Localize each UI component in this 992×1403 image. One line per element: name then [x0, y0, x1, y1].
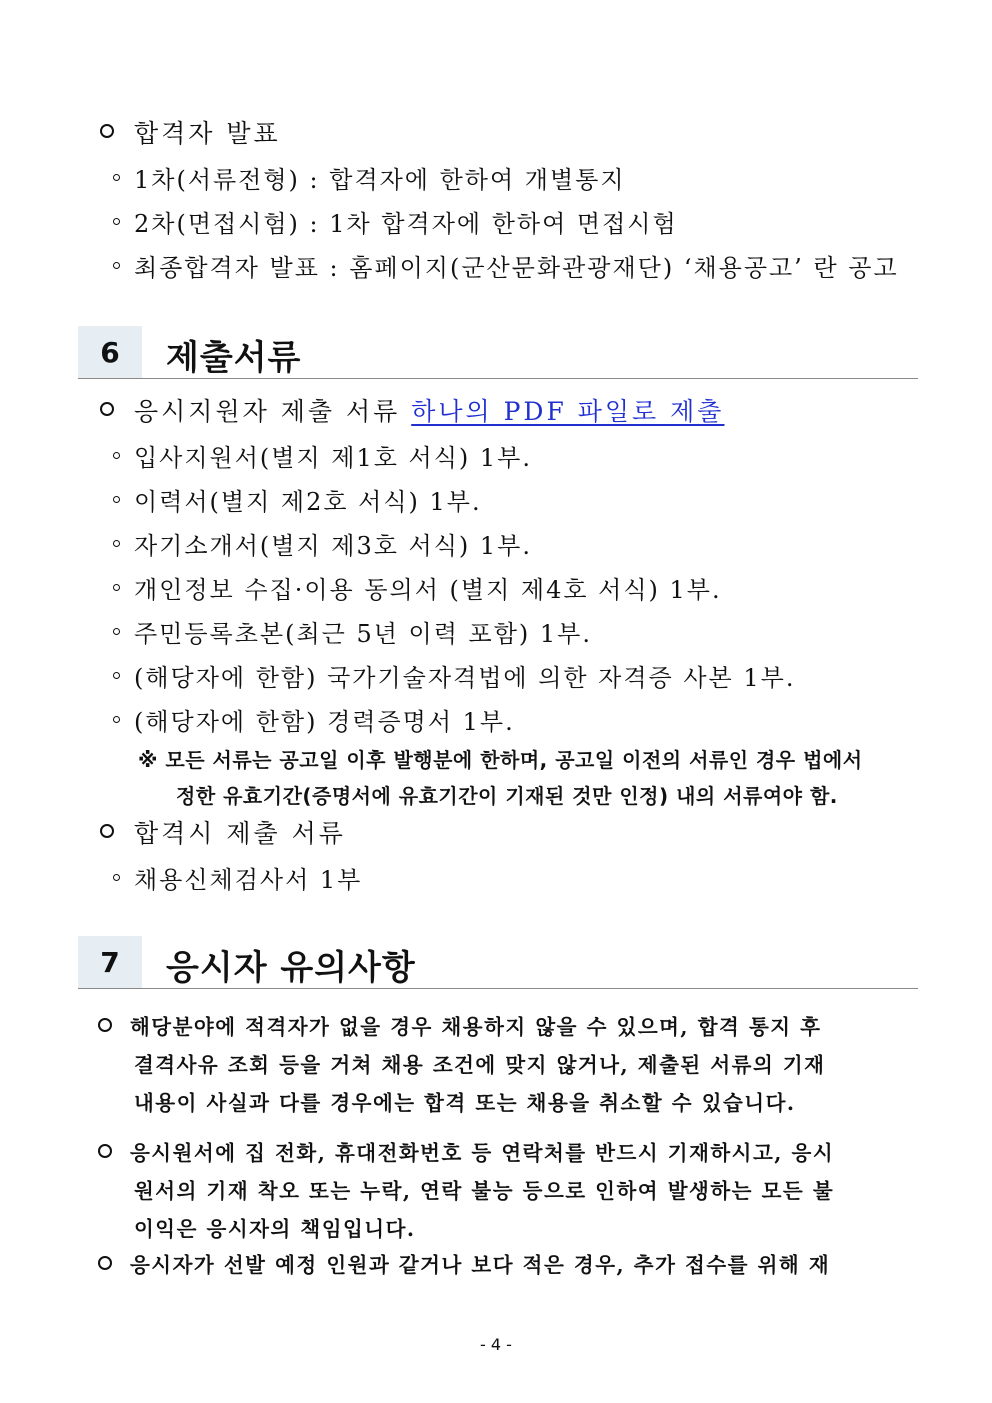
dot-bullet-icon	[113, 540, 120, 547]
notice-paragraph-line: 결격사유 조회 등을 거쳐 채용 조건에 맞지 않거나, 제출된 서류의 기재	[134, 1053, 826, 1077]
notice-paragraph-line: 응시자가 선발 예정 인원과 같거나 보다 적은 경우, 추가 접수를 위해 재	[130, 1253, 831, 1277]
dot-bullet-icon	[113, 452, 120, 459]
section-title: 제출서류	[166, 338, 302, 378]
circle-bullet-icon	[100, 824, 114, 838]
submit-item: (해당자에 한함) 국가기술자격법에 의한 자격증 사본 1부.	[134, 664, 796, 692]
dot-bullet-icon	[113, 496, 120, 503]
notice-paragraph-line: 내용이 사실과 다를 경우에는 합격 또는 채용을 취소할 수 있습니다.	[134, 1091, 796, 1115]
submit-heading	[134, 392, 724, 428]
dot-bullet-icon	[113, 174, 120, 181]
section-divider	[78, 988, 918, 989]
dot-bullet-icon	[113, 262, 120, 269]
dot-bullet-icon	[113, 628, 120, 635]
announce-item: 2차(면접시험) : 1차 합격자에 한하여 면접시험	[134, 210, 678, 238]
circle-bullet-icon	[100, 124, 114, 138]
section-divider	[78, 378, 918, 379]
notice-paragraph-line: 원서의 기재 착오 또는 누락, 연락 불능 등으로 인하여 발생하는 모든 불	[134, 1179, 835, 1203]
note-line: 정한 유효기간(증명서에 유효기간이 기재된 것만 인정) 내의 서류여야 함.	[176, 784, 838, 808]
circle-bullet-icon	[98, 1144, 112, 1158]
submit-heading-text: 응시지원자 제출 서류	[134, 397, 401, 426]
note-line: ※ 모든 서류는 공고일 이후 발행분에 한하며, 공고일 이전의 서류인 경우 법에서	[138, 748, 863, 772]
submit-item: (해당자에 한함) 경력증명서 1부.	[134, 708, 515, 736]
page-number: - 4 -	[480, 1335, 512, 1354]
announce-item: 1차(서류전형) : 합격자에 한하여 개별통지	[134, 166, 626, 194]
submit-item: 입사지원서(별지 제1호 서식) 1부.	[134, 444, 532, 472]
dot-bullet-icon	[113, 716, 120, 723]
circle-bullet-icon	[100, 402, 114, 416]
submit-item: 이력서(별지 제2호 서식) 1부.	[134, 488, 482, 516]
dot-bullet-icon	[113, 584, 120, 591]
announce-heading: 합격자 발표	[134, 119, 281, 148]
section-title: 응시자 유의사항	[166, 948, 416, 988]
dot-bullet-icon	[113, 672, 120, 679]
section-number: 6	[78, 326, 142, 378]
submit-item: 주민등록초본(최근 5년 이력 포함) 1부.	[134, 620, 592, 648]
circle-bullet-icon	[98, 1018, 112, 1032]
dot-bullet-icon	[113, 874, 120, 881]
notice-paragraph-line: 이익은 응시자의 책임입니다.	[134, 1217, 416, 1241]
dot-bullet-icon	[113, 218, 120, 225]
announce-item: 최종합격자 발표 : 홈페이지(군산문화관광재단) ‘채용공고’ 란 공고	[134, 254, 899, 282]
submit-item: 개인정보 수집·이용 동의서 (별지 제4호 서식) 1부.	[134, 576, 722, 604]
pass-item: 채용신체검사서 1부	[134, 866, 363, 894]
notice-paragraph-line: 응시원서에 집 전화, 휴대전화번호 등 연락처를 반드시 기재하시고, 응시	[130, 1141, 835, 1165]
section-number: 7	[78, 936, 142, 988]
pass-heading: 합격시 제출 서류	[134, 819, 346, 848]
notice-paragraph-line: 해당분야에 적격자가 없을 경우 채용하지 않을 수 있으며, 합격 통지 후	[130, 1015, 822, 1039]
submit-item: 자기소개서(별지 제3호 서식) 1부.	[134, 532, 532, 560]
circle-bullet-icon	[98, 1256, 112, 1270]
pdf-highlight-link[interactable]: 하나의 PDF 파일로 제출	[411, 397, 725, 426]
